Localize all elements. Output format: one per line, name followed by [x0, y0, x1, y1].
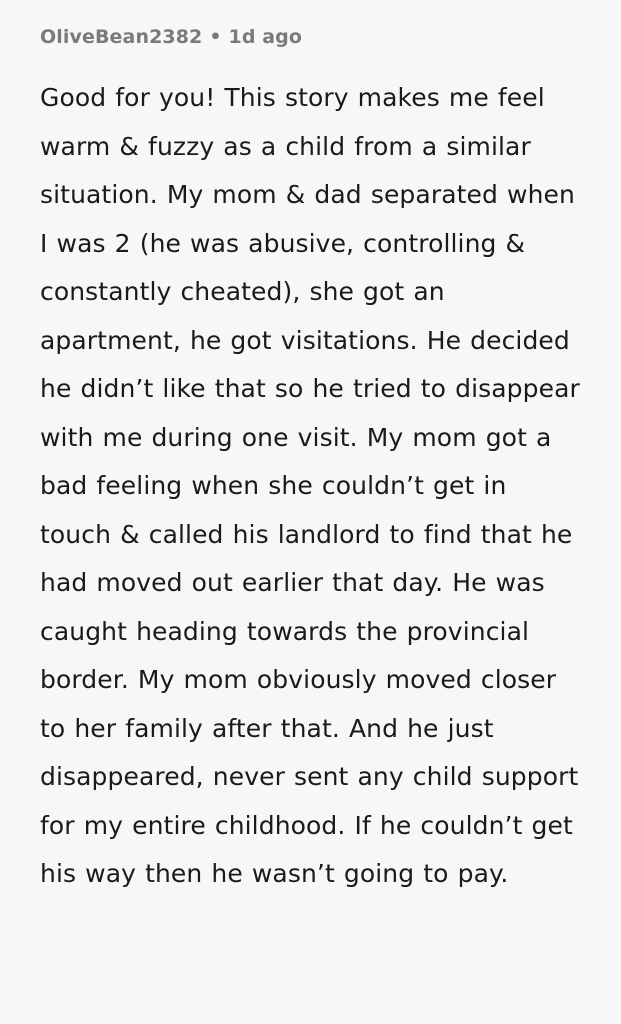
comment-author[interactable]: OliveBean2382: [40, 26, 203, 48]
comment-timestamp: 1d ago: [228, 26, 303, 48]
meta-separator: •: [209, 26, 222, 48]
comment-header: [40, 26, 581, 48]
comment-body-text: Good for you! This story makes me feel warm & fuzzy as a child from a similar situation. My mom & dad separated when I was 2 (he was abusive, controlling & constantly cheated), she got an apartment, he got visitations. He decided he didn’t like that so he tried to disappear with me during one visit. My mom got a bad feeling when she couldn’t get in touch & called his landlord to find that he had moved out earlier that day. He was caught heading towards the provincial border. My mom obviously moved closer to her family after that. And he just disappeared, never sent any child support for my entire childhood. If he couldn’t get his way then he wasn’t going to pay.: [40, 83, 580, 888]
